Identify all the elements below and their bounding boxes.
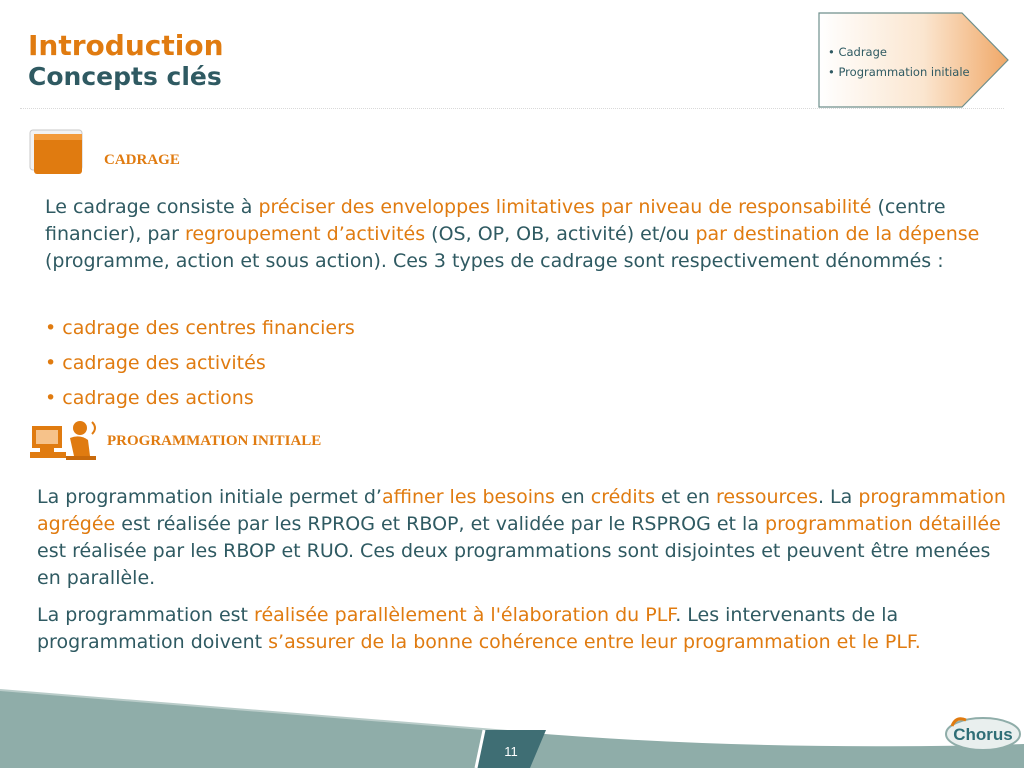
section-heading-cadrage: CADRAGE [104,152,180,168]
slide-title-block [28,30,224,92]
programmation-paragraph-1: La programmation initiale permet d’affiner les besoins en crédits et en ressources. La programmation agrégée est réalisée par les RPROG et RBOP, et validée par le RSPROG et la programmation détaillée est réalisée par les RBOP et RUO. Ces deux programmations sont disjointes et peuvent être menées en parallèle. [37,486,1006,589]
cadrage-paragraph: Le cadrage consiste à préciser des enveloppes limitatives par niveau de responsabilité (centre financier), par regroupement d’activités (OS, OP, OB, activité) et/ou par destination de la dépense (programme, action et sous action). Ces 3 types de cadrage sont respectivement dénommés : [45,196,980,272]
programmation-paragraph-2: La programmation est réalisée parallèlement à l'élaboration du PLF. Les intervenants de la programmation doivent s’assurer de la bonne cohérence entre leur programmation et le PLF. [37,604,921,653]
section-nav [818,12,1010,108]
nav-item-programmation[interactable]: • Programmation initiale [828,65,970,79]
slide-title: Introduction [28,29,224,62]
nav-item-cadrage[interactable]: • Cadrage [828,45,887,59]
list-item: • cadrage des centres financiers [45,317,355,339]
chorus-logo-text: Chorus [953,725,1013,744]
nav-list [828,42,970,82]
cadrage-list [45,311,355,416]
list-item: • cadrage des activités [45,352,266,374]
slide-subtitle: Concepts clés [28,62,222,91]
section-heading-programmation: PROGRAMMATION INITIALE [107,433,322,449]
computer-user-icon [30,416,100,464]
header-divider [20,108,1004,109]
folder-icon [28,128,86,176]
page-number: 11 [504,744,518,759]
list-item: • cadrage des actions [45,387,254,409]
chorus-logo [944,714,1022,754]
